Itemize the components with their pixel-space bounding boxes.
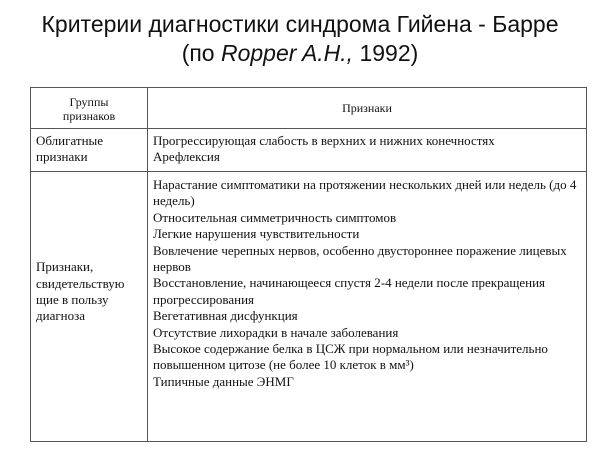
title-line-2 bbox=[0, 39, 600, 68]
row-signs bbox=[148, 172, 587, 442]
row-group-label bbox=[31, 172, 148, 442]
title-authors: Ropper A.H., bbox=[220, 40, 354, 66]
sign-item: Относительная симметричность симптомов bbox=[153, 209, 397, 225]
sign-item: Восстановление, начинающееся спустя 2-4 недели после прекращения прогрессирования bbox=[153, 275, 546, 307]
header-group bbox=[31, 88, 148, 129]
row-signs bbox=[148, 129, 587, 172]
row-group-label bbox=[31, 129, 148, 172]
criteria-table bbox=[30, 87, 587, 442]
title-year: 1992) bbox=[353, 40, 419, 66]
sign-item: Прогрессирующая слабость в верхних и нижних конечностях bbox=[153, 133, 495, 148]
header-signs: Признаки bbox=[148, 88, 587, 129]
header-group-line: Группы bbox=[69, 94, 109, 109]
table-row-obligatory bbox=[31, 129, 587, 172]
group-label-line: признаки bbox=[36, 149, 88, 165]
sign-item: Типичные данные ЭНМГ bbox=[153, 373, 294, 389]
sign-item: Легкие нарушения чувствительности bbox=[153, 226, 360, 242]
group-label-line: Облигатные bbox=[36, 133, 104, 148]
table-header-row bbox=[31, 88, 587, 129]
sign-item: Вовлечение черепных нервов, особенно двустороннее поражение лицевых нервов bbox=[153, 242, 567, 275]
sign-item: Арефлексия bbox=[153, 149, 220, 165]
group-label-line: щие в пользу bbox=[36, 292, 109, 307]
title-prefix: (по bbox=[181, 40, 221, 66]
group-label-line: Признаки, bbox=[36, 259, 94, 275]
title-line-1: Критерии диагностики синдрома Гийена - Барре bbox=[41, 11, 559, 37]
sign-item: Нарастание симптоматики на протяжении нескольких дней или недель (до 4 недель) bbox=[153, 177, 577, 209]
sign-item: Вегетативная дисфункция bbox=[153, 308, 298, 324]
page-title bbox=[0, 10, 600, 68]
sign-item: Высокое содержание белка в ЦСЖ при нормальном или незначительно повышенном цитозе (не более 10 клеток в мм³) bbox=[153, 341, 548, 373]
sign-item: Отсутствие лихорадки в начале заболевания bbox=[153, 324, 399, 340]
table-row-supporting bbox=[31, 172, 587, 442]
header-group-line: признаков bbox=[62, 108, 116, 123]
group-label-line: свидетельствую bbox=[36, 275, 125, 291]
group-label-line: диагноза bbox=[36, 308, 86, 324]
